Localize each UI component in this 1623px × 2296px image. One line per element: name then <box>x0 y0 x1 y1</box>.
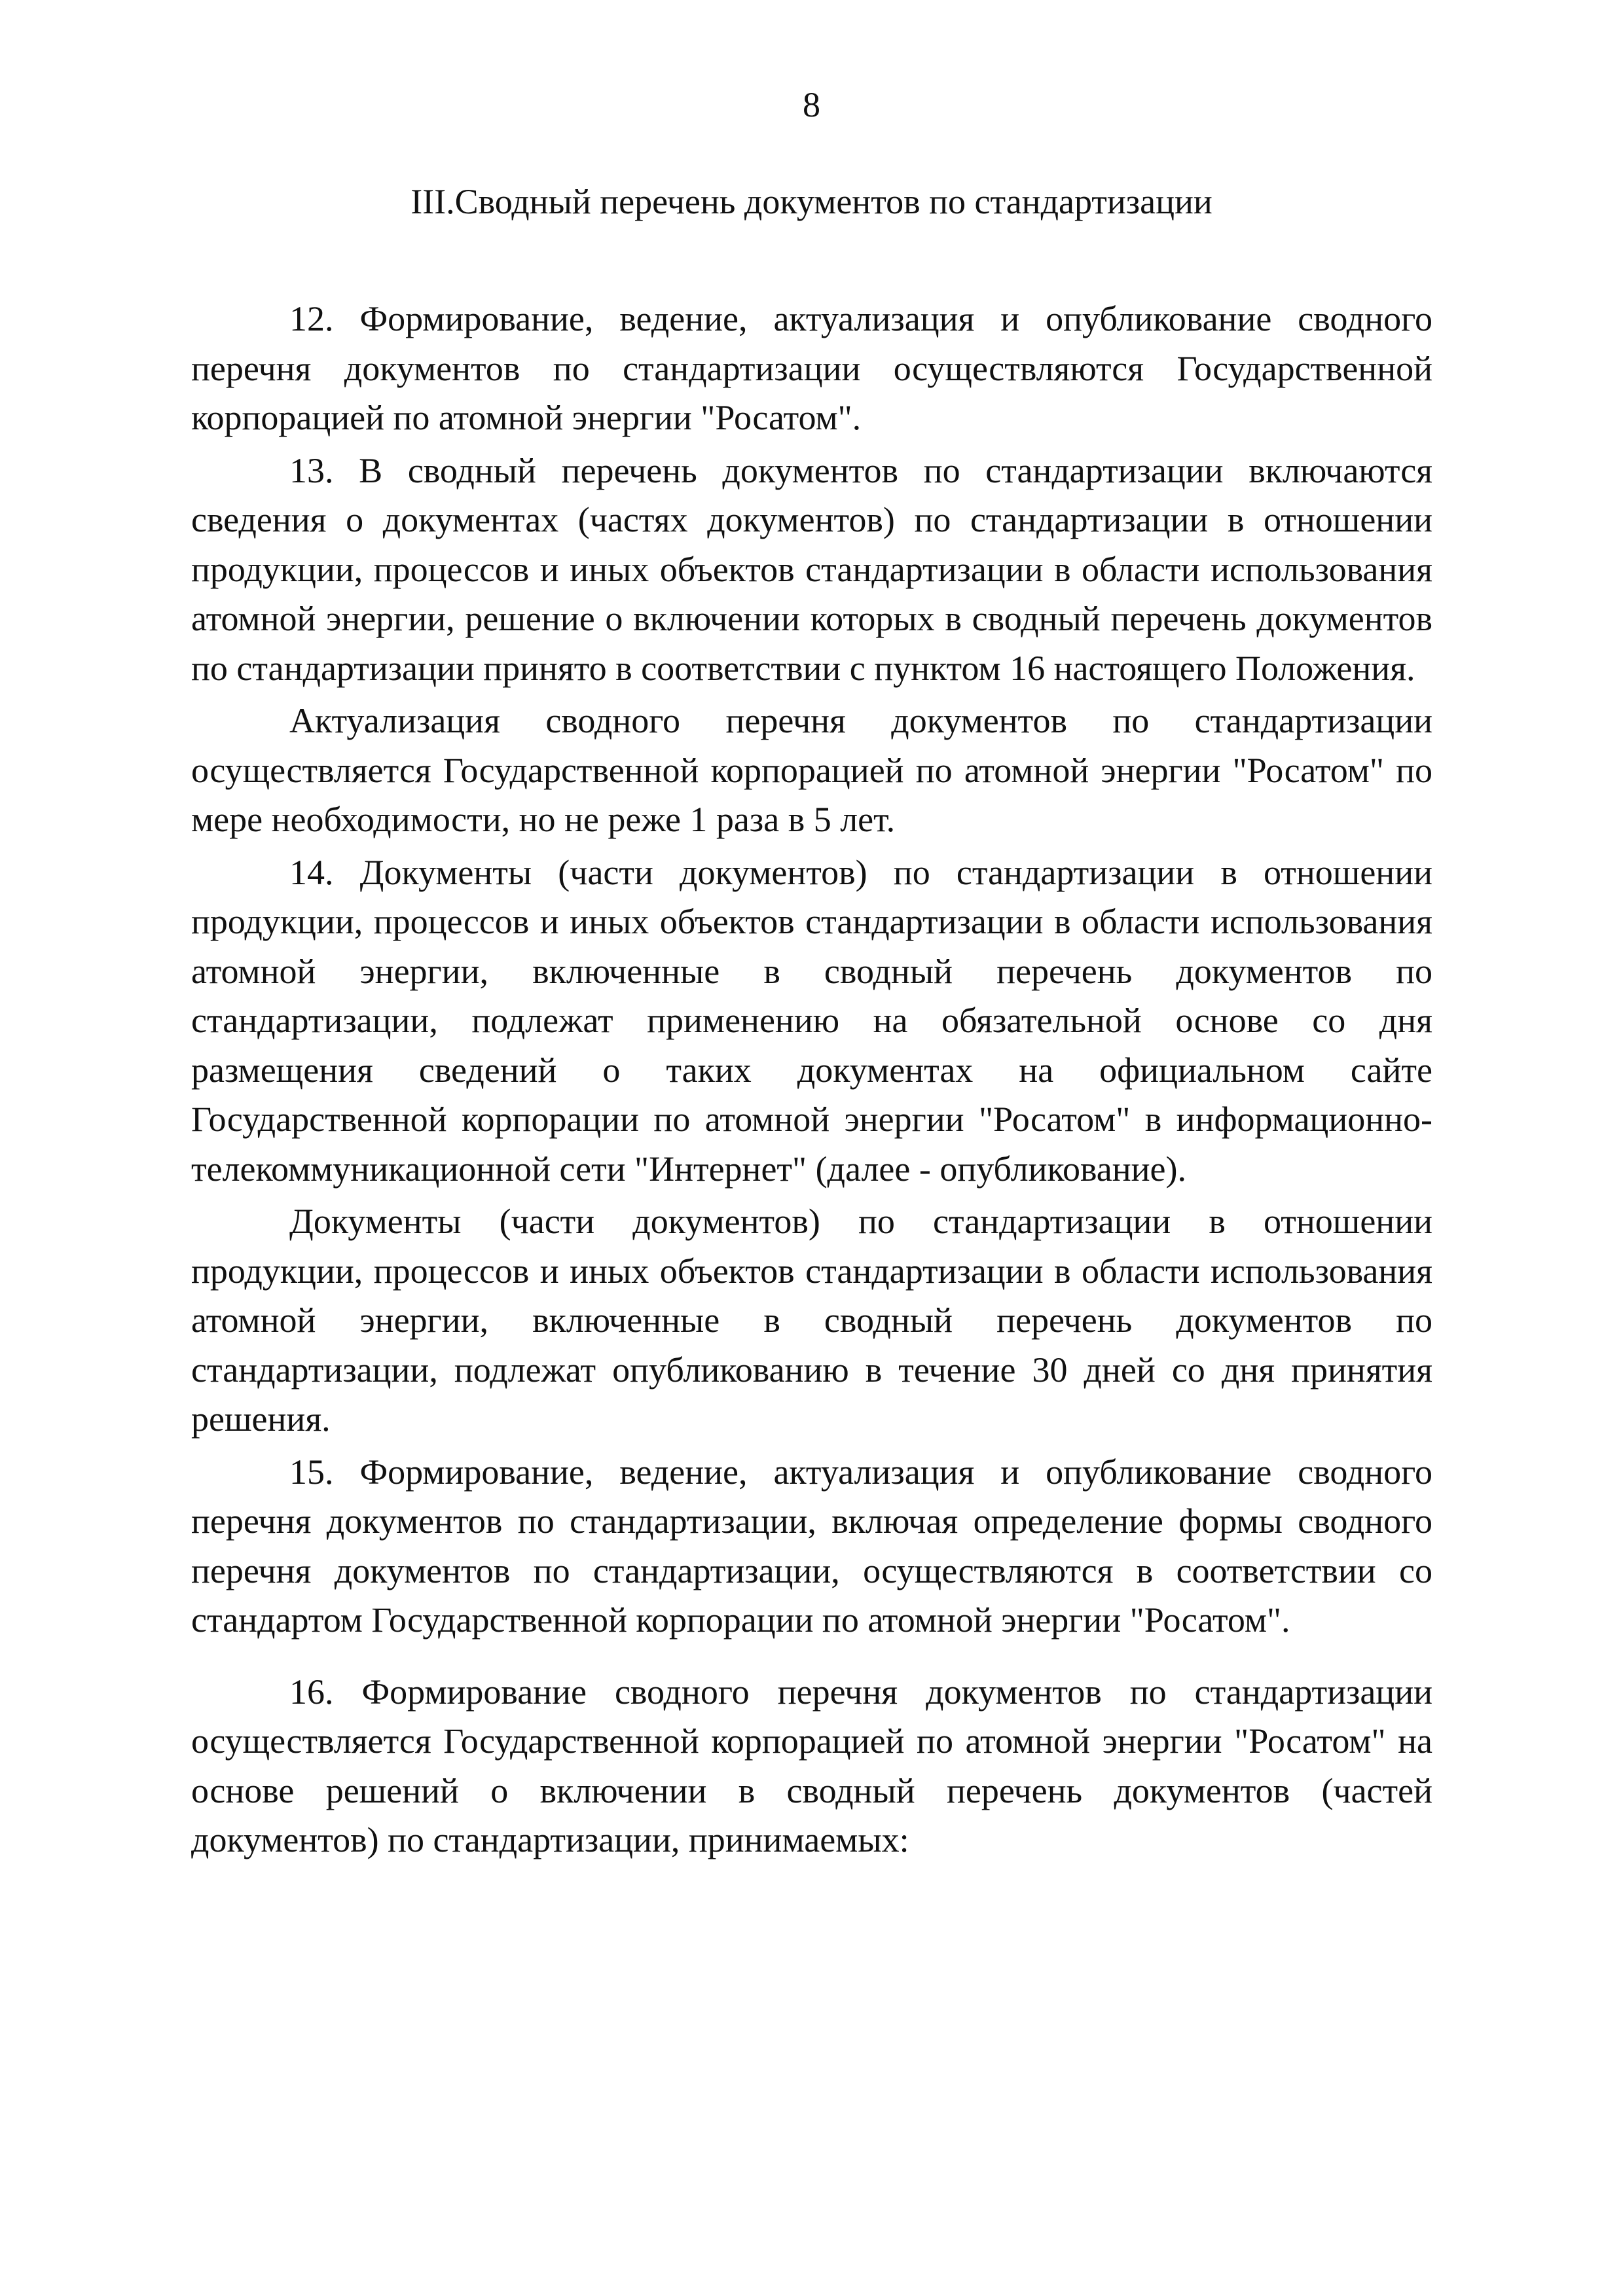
paragraph-16: 16. Формирование сводного перечня документов по стандартизации осуществляется Государственной корпорацией по атомной энергии "Росатом" на основе решений о включении в сводный перечень документов (частей документов) по стандартизации, принимаемых: <box>191 1672 1432 1859</box>
paragraph-14: 14. Документы (части документов) по стандартизации в отношении продукции, процессов и иных объектов стандартизации в области использования атомной энергии, включенные в сводный перечень документов по стандартизации, подлежат применению на обязательной основе со дня размещения сведений о таких документах на официальном сайте Государственной корпорации по атомной энергии "Росатом" в информационно-телекоммуникационной сети "Интернет" (далее - опубликование). <box>191 852 1432 1189</box>
paragraph-13-actualization: Актуализация сводного перечня документов по стандартизации осуществляется Государственной корпорацией по атомной энергии "Росатом" по мере необходимости, но не реже 1 раза в 5 лет. <box>191 701 1432 839</box>
document-body <box>191 295 1432 1865</box>
page-number: 8 <box>803 85 820 124</box>
paragraph-13: 13. В сводный перечень документов по стандартизации включаются сведения о документах (частях документов) по стандартизации в отношении продукции, процессов и иных объектов стандартизации в области использования атомной энергии, решение о включении которых в сводный перечень документов по стандартизации принято в соответствии с пунктом 16 настоящего Положения. <box>191 450 1432 688</box>
paragraph-15: 15. Формирование, ведение, актуализация и опубликование сводного перечня документов по стандартизации, включая определение формы сводного перечня документов по стандартизации, осуществляются в соответствии со стандартом Государственной корпорации по атомной энергии "Росатом". <box>191 1452 1432 1640</box>
paragraph-14-publication: Документы (части документов) по стандартизации в отношении продукции, процессов и иных объектов стандартизации в области использования атомной энергии, включенные в сводный перечень документов по стандартизации, подлежат опубликованию в течение 30 дней со дня принятия решения. <box>191 1202 1432 1439</box>
section-title: III.Сводный перечень документов по стандартизации <box>410 182 1213 221</box>
paragraph-12: 12. Формирование, ведение, актуализация и опубликование сводного перечня документов по стандартизации осуществляются Государственной корпорацией по атомной энергии "Росатом". <box>191 299 1432 437</box>
